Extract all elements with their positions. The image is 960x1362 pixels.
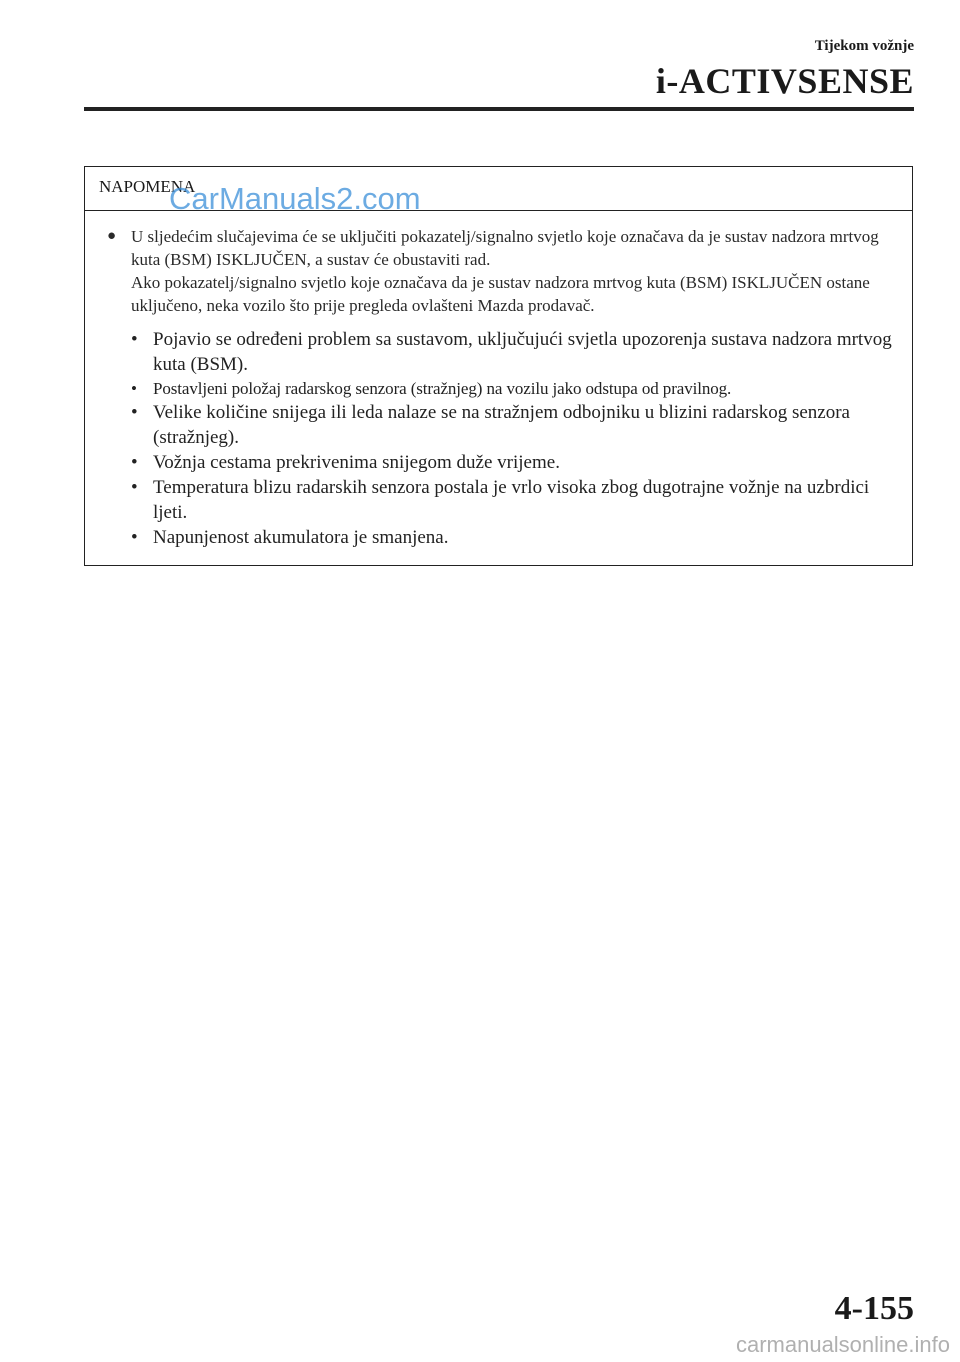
condition-list bbox=[107, 327, 902, 550]
list-item-text: Temperatura blizu radarskih senzora postala je vrlo visoka zbog dugotrajne vožnje na uzbrdici ljeti. bbox=[153, 477, 870, 523]
watermark-logo[interactable]: CarManuals2.com bbox=[169, 181, 421, 216]
bullet-icon: • bbox=[131, 477, 138, 498]
bullet-icon: • bbox=[131, 527, 138, 548]
bullet-icon: • bbox=[131, 402, 138, 423]
list-item bbox=[131, 327, 902, 377]
note-body bbox=[85, 211, 912, 550]
section-title: Tijekom vožnje bbox=[814, 38, 914, 54]
bullet-dot-icon: ● bbox=[107, 228, 117, 244]
page-number: 4-155 bbox=[834, 1290, 914, 1327]
note-paragraph: U sljedećim slučajevima će se uključiti pokazatelj/signalno svjetlo koje označava da je sustav nadzora mrtvog kuta (BSM) ISKLJUČEN, a sustav će obustaviti rad. bbox=[131, 227, 879, 269]
note-paragraph: Ako pokazatelj/signalno svjetlo koje označava da je sustav nadzora mrtvog kuta (BSM) ISKLJUČEN ostane uključeno, neka vozilo što prije pregleda ovlašteni Mazda prodavač. bbox=[131, 273, 870, 315]
note-heading: NAPOMENA bbox=[99, 177, 196, 196]
list-item-text: Napunjenost akumulatora je smanjena. bbox=[153, 527, 449, 548]
header-divider bbox=[84, 107, 914, 111]
list-item bbox=[131, 377, 902, 400]
bullet-icon: • bbox=[131, 379, 137, 398]
list-item-text: Postavljeni položaj radarskog senzora (stražnjeg) na vozilu jako odstupa od pravilnog. bbox=[153, 379, 732, 398]
list-item bbox=[131, 400, 902, 450]
list-item-text: Pojavio se određeni problem sa sustavom, uključujući svjetla upozorenja sustava nadzora mrtvog kuta (BSM). bbox=[153, 329, 892, 375]
list-item bbox=[131, 475, 902, 525]
note-box bbox=[84, 166, 913, 566]
list-item-text: Velike količine snijega ili leda nalaze se na stražnjem odbojniku u blizini radarskog senzora (stražnjeg). bbox=[153, 402, 850, 448]
footer-watermark[interactable]: carmanualsonline.info bbox=[735, 1332, 950, 1357]
note-main-item bbox=[107, 225, 902, 317]
list-item bbox=[131, 450, 902, 475]
bullet-icon: • bbox=[131, 329, 138, 350]
bullet-icon: • bbox=[131, 452, 138, 473]
note-main-text bbox=[131, 225, 902, 317]
chapter-title: i-ACTIVSENSE bbox=[655, 61, 914, 101]
note-header bbox=[85, 167, 912, 216]
list-item bbox=[131, 525, 902, 550]
list-item-text: Vožnja cestama prekrivenima snijegom duže vrijeme. bbox=[153, 452, 560, 473]
